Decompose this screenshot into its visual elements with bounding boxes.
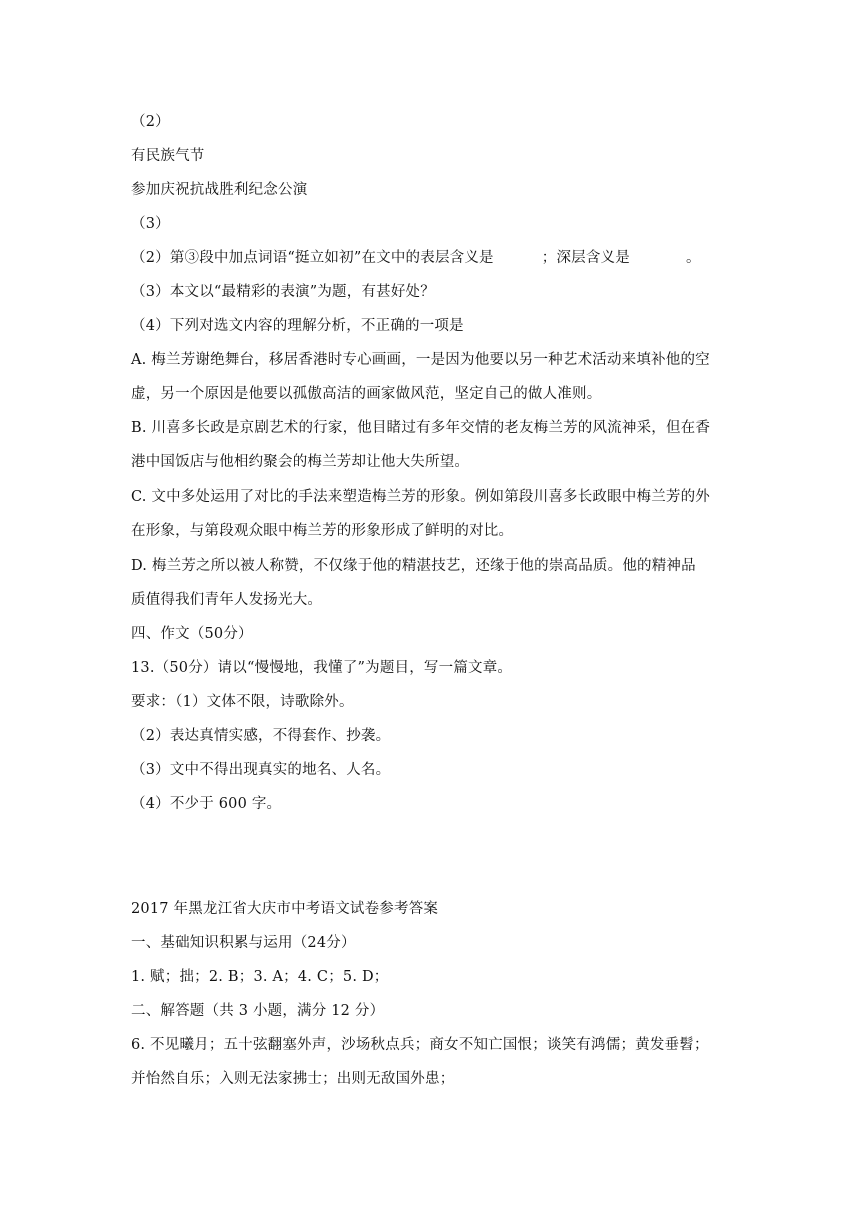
answers-title: 2017 年黑龙江省大庆市中考语文试卷参考答案 bbox=[131, 901, 439, 917]
question-3-line: （3）本文以“最精彩的表演”为题，有甚好处？ bbox=[131, 284, 435, 300]
option-c-line-1: C. 文中多处运用了对比的手法来塑造梅兰芳的形象。例如第段川喜多长政眼中梅兰芳的外 bbox=[131, 489, 710, 505]
text-line-sub2: （2） bbox=[131, 114, 170, 130]
question-2-text-mid: ；深层含义是 bbox=[541, 250, 630, 266]
text-line-answer-gongyan: 参加庆祝抗战胜利纪念公演 bbox=[131, 182, 308, 198]
answer-blank-2 bbox=[630, 261, 686, 262]
answers-line-6b: 并怡然自乐；入则无法家拂士；出则无敌国外患； bbox=[131, 1071, 455, 1087]
essay-requirement-4: （4）不少于 600 字。 bbox=[131, 796, 282, 812]
essay-requirement-1: 要求：（1）文体不限，诗歌除外。 bbox=[131, 694, 354, 710]
text-line-sub3: （3） bbox=[131, 216, 170, 232]
essay-requirement-2: （2）表达真情实感，不得套作、抄袭。 bbox=[131, 728, 391, 744]
option-a-line-2: 虚，另一个原因是他要以孤傲高洁的画家做风范，坚定自己的做人准则。 bbox=[131, 386, 602, 402]
question-2-line bbox=[131, 248, 741, 268]
answers-section-1: 一、基础知识积累与运用（24分） bbox=[131, 935, 356, 951]
option-d-line-1: D. 梅兰芳之所以被人称赞，不仅缘于他的精湛技艺，还缘于他的崇高品质。他的精神品 bbox=[131, 558, 696, 574]
answers-line-6a: 6. 不见曦月；五十弦翻塞外声，沙场秋点兵；商女不知亡国恨；谈笑有鸿儒；黄发垂髫； bbox=[131, 1037, 709, 1053]
option-b-line-1: B. 川喜多长政是京剧艺术的行家，他目睹过有多年交情的老友梅兰芳的风流神采，但在香 bbox=[131, 420, 711, 436]
essay-requirement-3: （3）文中不得出现真实的地名、人名。 bbox=[131, 762, 391, 778]
question-4-line: （4）下列对选文内容的理解分析，不正确的一项是 bbox=[131, 318, 464, 334]
essay-question: 13.（50分）请以“慢慢地，我懂了”为题目，写一篇文章。 bbox=[131, 660, 513, 676]
essay-heading: 四、作文（50分） bbox=[131, 626, 253, 642]
question-2-text: （2）第③段中加点词语“挺立如初”在文中的表层含义是 bbox=[131, 250, 494, 266]
text-line-answer-qijie: 有民族气节 bbox=[131, 148, 205, 164]
option-b-line-2: 港中国饭店与他相约聚会的梅兰芳却让他大失所望。 bbox=[131, 454, 470, 470]
option-d-line-2: 质值得我们青年人发扬光大。 bbox=[131, 592, 323, 608]
answers-section-2: 二、解答题（共 3 小题，满分 12 分） bbox=[131, 1003, 385, 1019]
option-a-line-1: A. 梅兰芳谢绝舞台，移居香港时专心画画，一是因为他要以另一种艺术活动来填补他的空 bbox=[131, 352, 710, 368]
answers-line-1: 1. 赋；拙；2. B；3. A；4. C；5. D； bbox=[131, 969, 389, 985]
option-c-line-2: 在形象，与第段观众眼中梅兰芳的形象形成了鲜明的对比。 bbox=[131, 523, 514, 539]
question-2-text-end: 。 bbox=[685, 250, 701, 266]
answer-blank-1 bbox=[494, 261, 542, 262]
